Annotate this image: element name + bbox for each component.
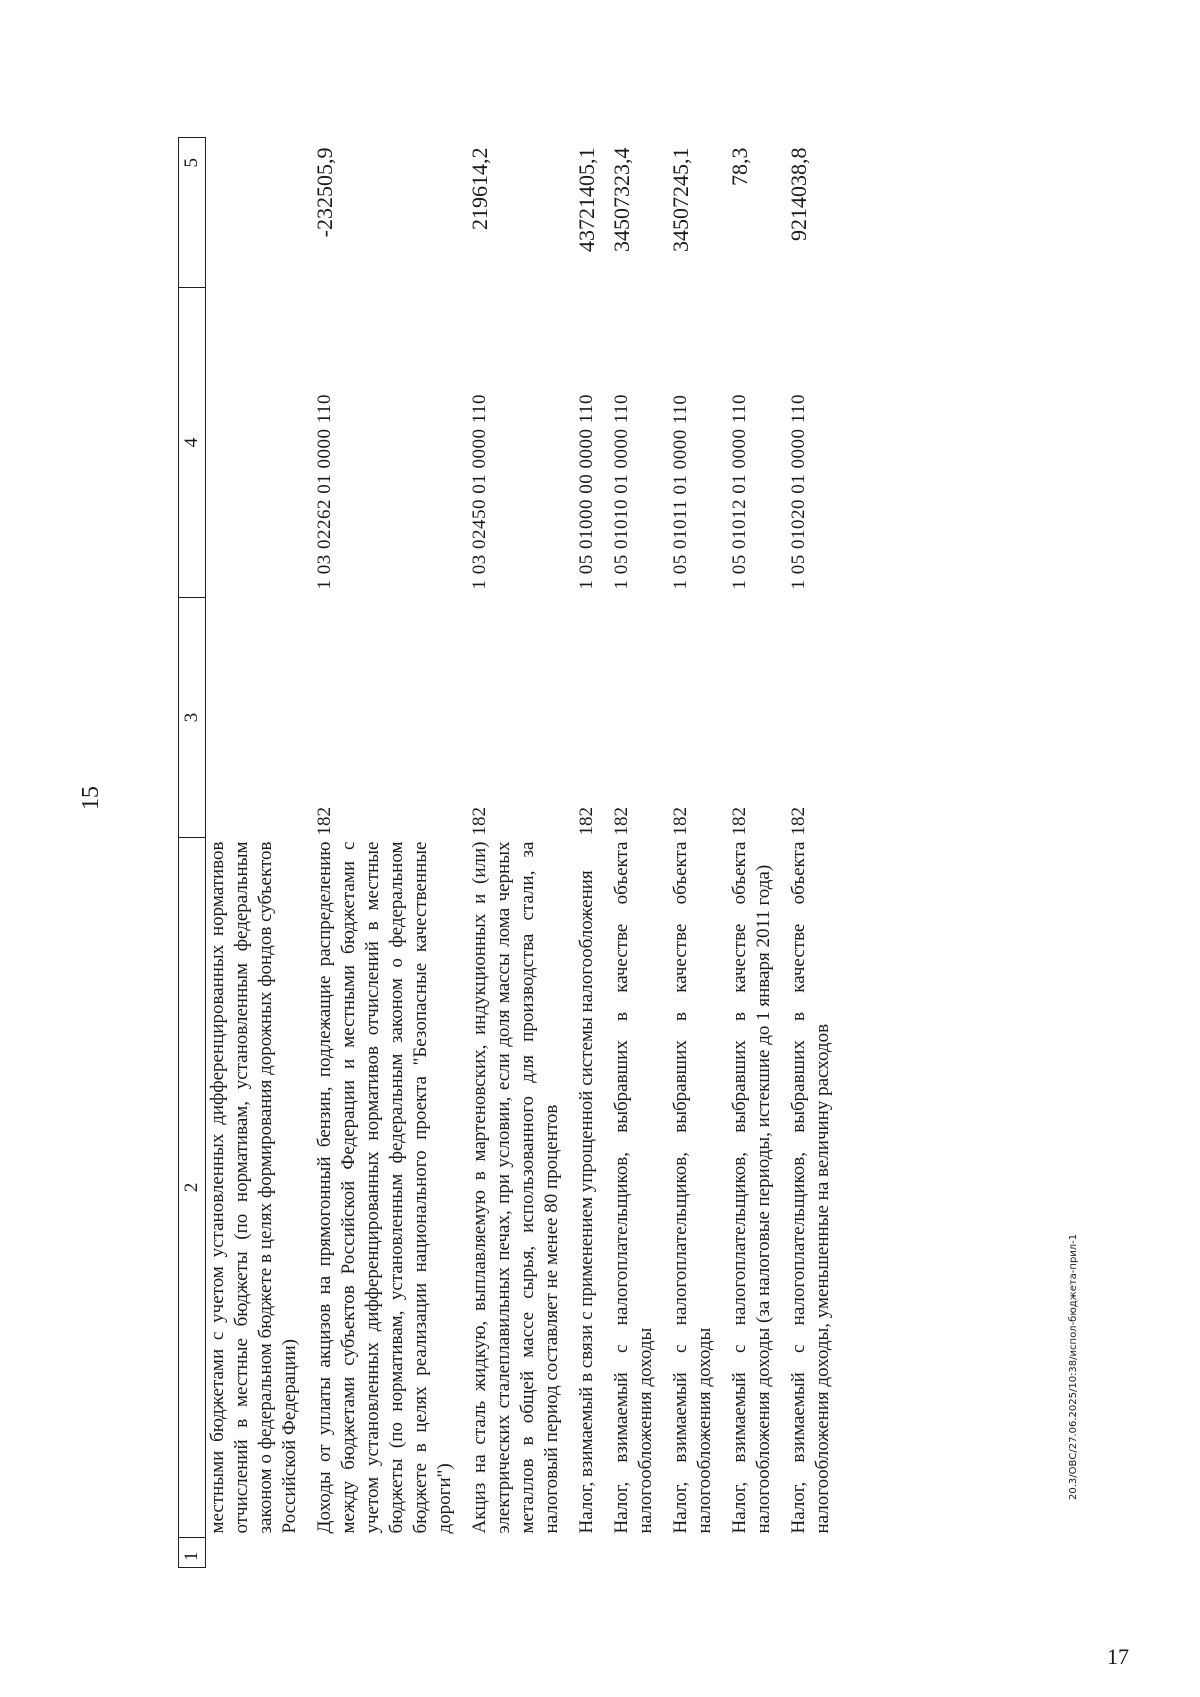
budget-code-cell: 1 03 02262 01 0000 110 bbox=[314, 393, 335, 590]
budget-code-cell: 1 05 01012 01 0000 110 bbox=[729, 393, 750, 590]
amount-cell: 34507323,4 bbox=[609, 147, 634, 252]
table-header-row bbox=[179, 138, 206, 1568]
budget-code-cell: 1 03 02450 01 0000 110 bbox=[469, 393, 490, 590]
amount-cell: 9214038,8 bbox=[786, 147, 811, 241]
table-row bbox=[787, 138, 846, 1568]
row-number-cell bbox=[787, 1538, 846, 1568]
revenue-name-cell: Налог, взимаемый с налогоплательщиков, выбравших в качестве объекта налогообложения доходы bbox=[670, 841, 715, 1534]
row-number-cell bbox=[669, 1538, 728, 1568]
page-number: 15 bbox=[78, 786, 104, 810]
admin-code-cell: 182 bbox=[314, 807, 335, 836]
admin-code-cell: 182 bbox=[576, 807, 597, 836]
table-row bbox=[728, 138, 787, 1568]
header-col-4: 4 bbox=[179, 288, 206, 598]
document-footer-id: 20.3/ОВС/27.06.2025/10:38/испол-бюджета-прил-1 bbox=[1068, 1233, 1079, 1500]
header-col-5: 5 bbox=[179, 138, 206, 288]
table-row bbox=[468, 138, 575, 1568]
amount-cell: -232505,9 bbox=[312, 147, 337, 238]
admin-code-cell bbox=[206, 598, 314, 838]
budget-code-cell: 1 05 01020 01 0000 110 bbox=[788, 393, 809, 590]
revenue-name-cell: Налог, взимаемый с налогоплательщиков, выбравших в качестве объекта налогообложения доходы, уменьшенные на величину расходов bbox=[788, 841, 833, 1534]
budget-code-cell: 1 05 01011 01 0000 110 bbox=[670, 394, 691, 590]
header-col-2: 2 bbox=[179, 838, 206, 1538]
amount-cell bbox=[206, 138, 314, 288]
amount-cell: 34507245,1 bbox=[668, 147, 693, 252]
admin-code-cell: 182 bbox=[469, 807, 490, 836]
table-row bbox=[610, 138, 669, 1568]
row-number-cell bbox=[468, 1538, 575, 1568]
row-number-cell bbox=[575, 1538, 610, 1568]
table-row bbox=[575, 138, 610, 1568]
header-col-1: 1 bbox=[179, 1538, 206, 1568]
sheet-number: 17 bbox=[1107, 1644, 1129, 1669]
table-row bbox=[669, 138, 728, 1568]
budget-code-cell: 1 05 01010 01 0000 110 bbox=[611, 393, 632, 590]
amount-cell: 219614,2 bbox=[467, 147, 492, 230]
budget-code-cell bbox=[206, 288, 314, 598]
admin-code-cell: 182 bbox=[611, 807, 632, 836]
row-number-cell bbox=[728, 1538, 787, 1568]
header-col-3: 3 bbox=[179, 598, 206, 838]
amount-cell: 78,3 bbox=[727, 147, 752, 186]
row-number-cell bbox=[313, 1538, 468, 1568]
revenue-name-cell: Доходы от уплаты акцизов на прямогонный бензин, подлежащие распределению между бюджетами субъектов Российской Федерации и местными бюджетами с учетом установленных дифференцированных нормативов отчислений в местные бюджеты (по нормативам, установленным федеральным законом о федеральном бюджете в целях реализации национального проекта "Безопасные качественные дороги") bbox=[314, 841, 455, 1534]
row-number-cell bbox=[610, 1538, 669, 1568]
amount-cell: 43721405,1 bbox=[574, 147, 599, 252]
admin-code-cell: 182 bbox=[729, 807, 750, 836]
revenue-name-cell: Акциз на сталь жидкую, выплавляемую в мартеновских, индукционных и (или) электрических сталеплавильных печах, при условии, если доля массы лома черных металлов в общей массе сырья, использованного для производства стали, за налоговый период составляет не менее 80 процентов bbox=[469, 841, 562, 1534]
revenue-name-cell: Налог, взимаемый с налогоплательщиков, выбравших в качестве объекта налогообложения доходы (за налоговые периоды, истекшие до 1 января 2011 года) bbox=[729, 841, 774, 1534]
row-number-cell bbox=[206, 1538, 314, 1568]
revenue-name-cell: Налог, взимаемый с налогоплательщиков, выбравших в качестве объекта налогообложения доходы bbox=[611, 841, 656, 1534]
revenue-name-cell: Налог, взимаемый в связи с применением упрощенной системы налогообложения bbox=[576, 870, 597, 1534]
revenue-table bbox=[178, 137, 846, 1568]
table-row bbox=[206, 138, 314, 1568]
revenue-name-cell: местными бюджетами с учетом установленных дифференцированных нормативов отчислений в местные бюджеты (по нормативам, установленным федеральным законом о федеральном бюджете в целях формирования дорожных фондов субъектов Российской Федерации) bbox=[207, 841, 300, 1534]
table-row bbox=[313, 138, 468, 1568]
budget-code-cell: 1 05 01000 00 0000 110 bbox=[576, 393, 597, 590]
admin-code-cell: 182 bbox=[788, 807, 809, 836]
admin-code-cell: 182 bbox=[670, 807, 691, 836]
